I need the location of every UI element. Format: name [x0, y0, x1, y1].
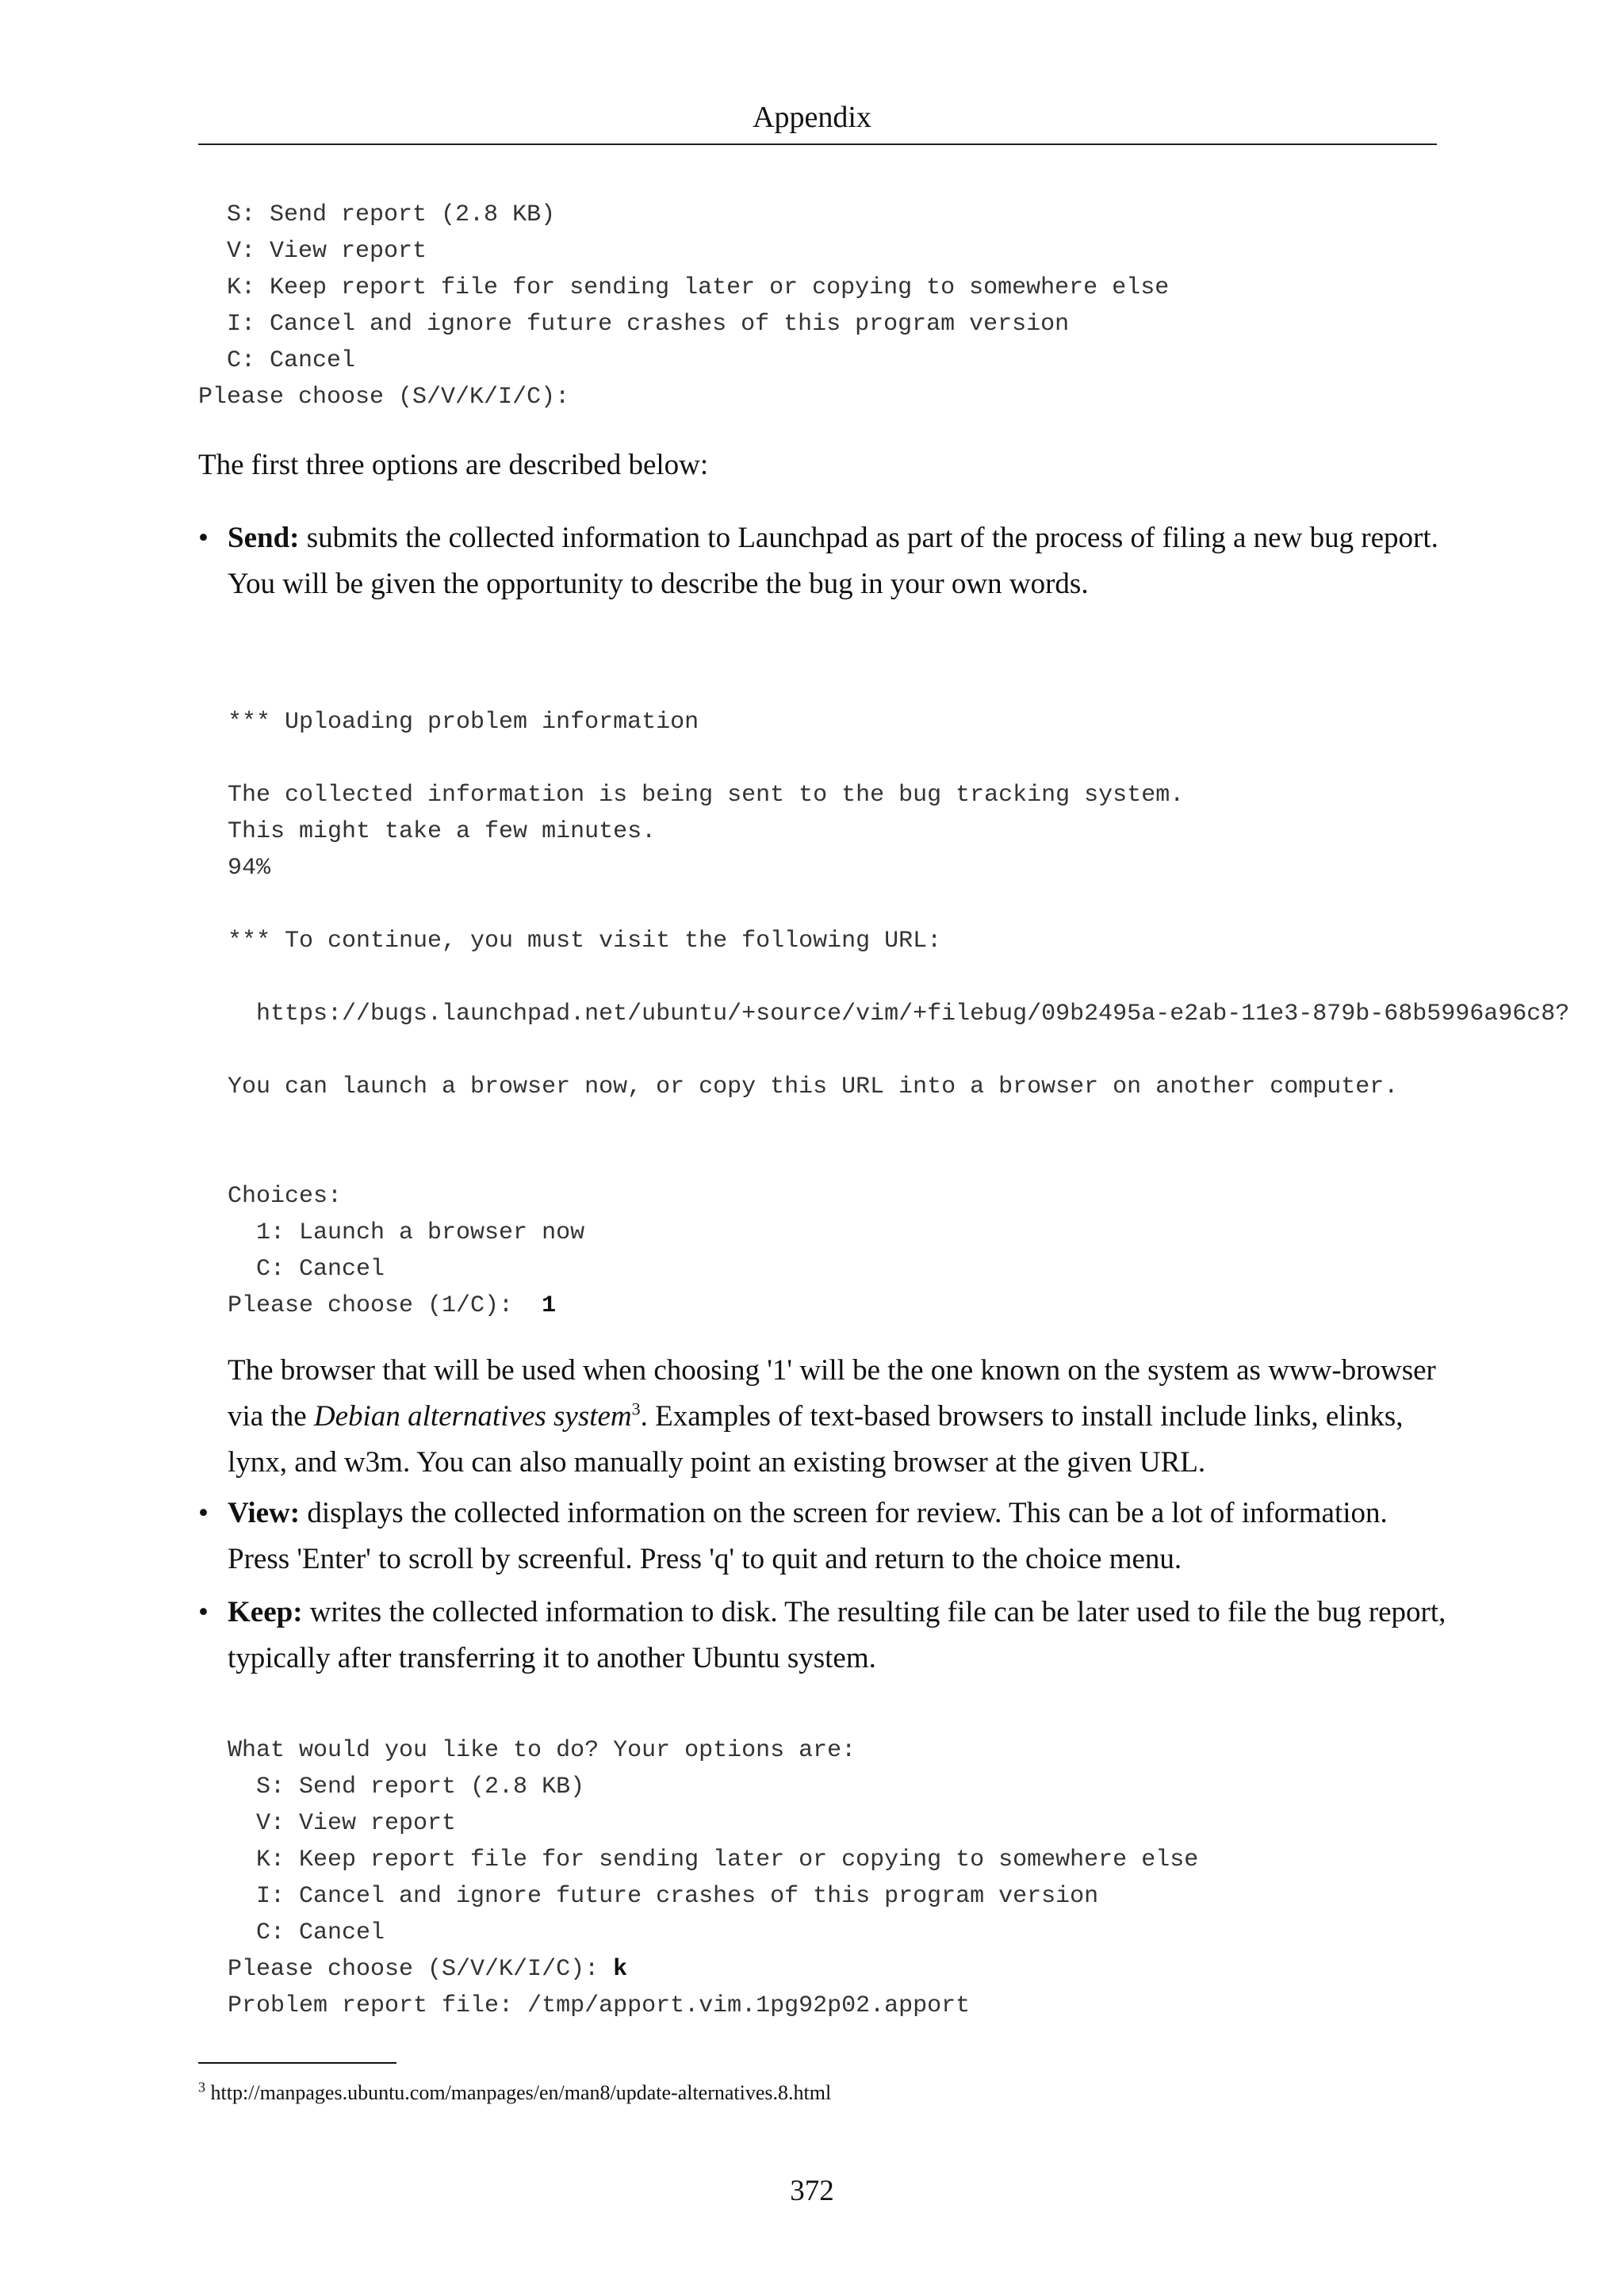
code-line: The collected information is being sent to the bug tracking system. [228, 782, 1185, 809]
footnote-rule [198, 2062, 396, 2064]
code-line [228, 1142, 1569, 1178]
bullet-marker: • [198, 1497, 209, 1529]
code-block-upload [228, 704, 1569, 1324]
prompt-answer: 1 [542, 1292, 557, 1319]
bullet-send [228, 515, 1449, 607]
browser-text-2: . Examples of text-based browsers to install include links, elinks, lynx, and w3m. You can also manually point an existing browser at the given URL. [228, 1400, 1404, 1479]
code-line [228, 886, 1569, 923]
code-line: S: Send report (2.8 KB) [228, 1774, 585, 1800]
code-line: *** To continue, you must visit the following URL: [228, 928, 942, 955]
code-line [228, 1032, 1569, 1069]
code-line: This might take a few minutes. [228, 818, 657, 845]
bullet-description: writes the collected information to disk. The resulting file can be later used to file the bug report, typically after transferring it to another Ubuntu system. [228, 1596, 1446, 1674]
header-rule [198, 144, 1437, 145]
code-line: You can launch a browser now, or copy this URL into a browser on another computer. [228, 1073, 1399, 1100]
code-block-options [198, 197, 1169, 415]
footnote-ref: 3 [631, 1399, 641, 1419]
code-line: C: Cancel [228, 1919, 385, 1946]
code-line: C: Cancel [228, 1256, 385, 1283]
code-line: V: View report [198, 238, 427, 265]
bullet-term: Send: [228, 522, 300, 554]
code-block-keep [228, 1732, 1198, 2024]
code-line: S: Send report (2.8 KB) [198, 201, 556, 228]
bullet-term: View: [228, 1497, 301, 1529]
bullet-term: Keep: [228, 1596, 303, 1628]
bullet-description: displays the collected information on the screen for review. This can be a lot of information. Press 'Enter' to scroll by screenful. Press 'q' to quit and return to the choice menu. [228, 1497, 1388, 1575]
bullet-marker: • [198, 1596, 209, 1628]
footnote [198, 2077, 831, 2109]
code-line [228, 959, 1569, 996]
code-line: K: Keep report file for sending later or copying to somewhere else [198, 274, 1170, 301]
code-line: K: Keep report file for sending later or copying to somewhere else [228, 1846, 1199, 1873]
running-header: Appendix [753, 101, 871, 134]
code-line: I: Cancel and ignore future crashes of this program version [198, 311, 1070, 338]
code-line [228, 740, 1569, 777]
code-line: Problem report file: /tmp/apport.vim.1pg92p02.apport [228, 1992, 971, 2019]
prompt-answer: k [613, 1956, 628, 1983]
code-line: V: View report [228, 1810, 457, 1837]
intro-paragraph: The first three options are described below: [198, 449, 709, 481]
prompt-text: Please choose (1/C): [228, 1292, 542, 1319]
footnote-mark: 3 [198, 2079, 205, 2095]
prompt-text: Please choose (S/V/K/I/C): [228, 1956, 614, 1983]
page-number: 372 [790, 2175, 834, 2207]
code-line: *** Uploading problem information [228, 709, 699, 736]
bullet-view [228, 1490, 1449, 1582]
bullet-keep [228, 1590, 1449, 1682]
code-line-prompt [228, 1288, 1569, 1324]
code-line-url: https://bugs.launchpad.net/ubuntu/+source/vim/+filebug/09b2495a-e2ab-11e3-879b-68b5996a96c8? [228, 1001, 1570, 1027]
footnote-url: http://manpages.ubuntu.com/manpages/en/man8/update-alternatives.8.html [205, 2081, 832, 2104]
code-line: What would you like to do? Your options are: [228, 1737, 856, 1764]
code-line: 94% [228, 855, 271, 882]
browser-text-1: The browser that will be used when choosing '1' will be the one known on the system as www-browser via the [228, 1354, 1436, 1433]
code-line: C: Cancel [198, 347, 356, 374]
code-line [228, 1105, 1569, 1142]
code-line-prompt [228, 1951, 1198, 1988]
code-line: 1: Launch a browser now [228, 1219, 585, 1246]
browser-italic: Debian alternatives system [313, 1400, 632, 1433]
code-line: I: Cancel and ignore future crashes of this program version [228, 1883, 1099, 1910]
code-line: Please choose (S/V/K/I/C): [198, 384, 570, 411]
code-line: Choices: [228, 1183, 343, 1210]
bullet-description: submits the collected information to Launchpad as part of the process of filing a new bug report. You will be given the opportunity to describe the bug in your own words. [228, 522, 1438, 600]
browser-paragraph [228, 1348, 1449, 1486]
bullet-marker: • [198, 522, 209, 554]
